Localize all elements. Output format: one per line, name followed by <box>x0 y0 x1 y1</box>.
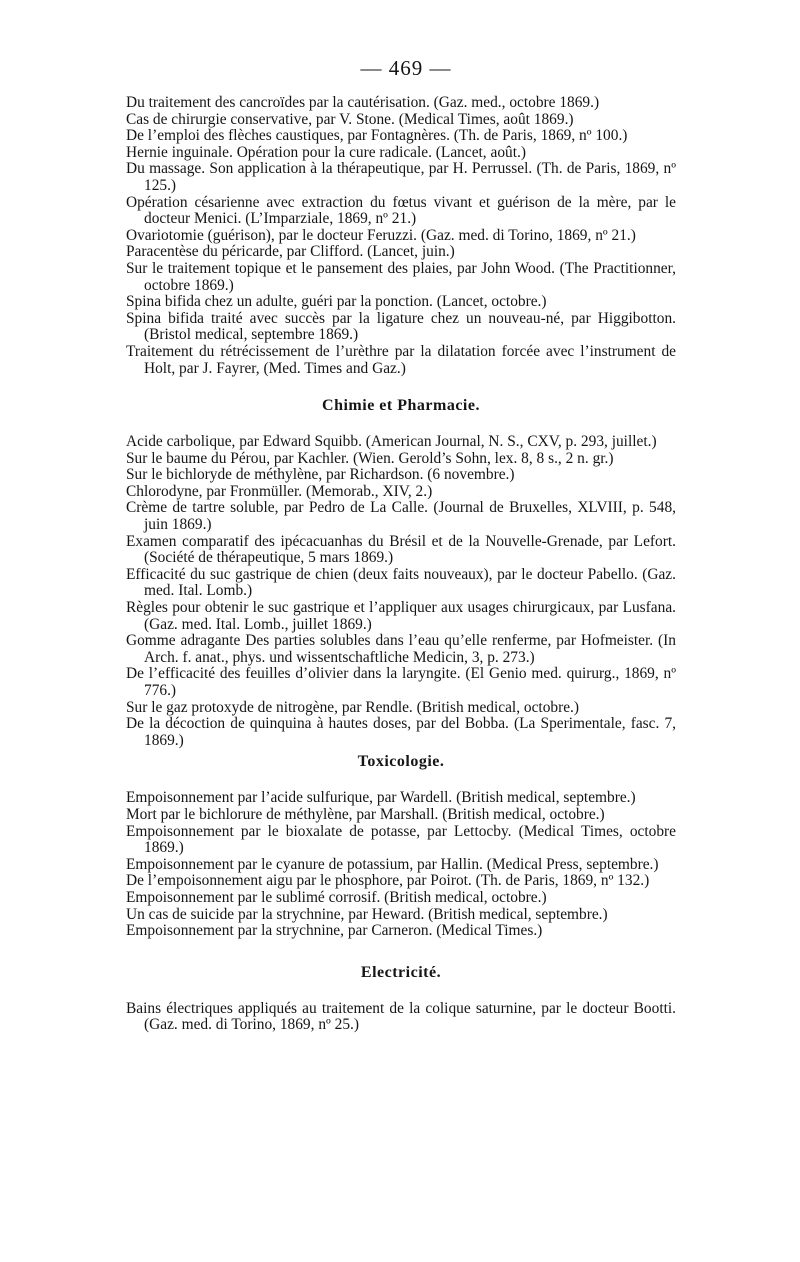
entry: Du traitement des cancroïdes par la cautérisation. (Gaz. med., octobre 1869.) <box>126 94 600 111</box>
entry: De la décoction de quinquina à hautes doses, par del Bobba. (La Sperimentale, fasc. 7, 1869.) <box>126 715 676 749</box>
entry: Paracentèse du péricarde, par Clifford. (Lancet, juin.) <box>126 243 455 261</box>
entry: Sur le gaz protoxyde de nitrogène, par Rendle. (British medical, octobre.) <box>126 698 580 716</box>
entry: Crème de tartre soluble, par Pedro de La Calle. (Journal de Bruxelles, XLVIII, p. 548, juin 1869.) <box>126 499 676 534</box>
entry: Un cas de suicide par la strychnine, par Heward. (British medical, septembre.) <box>126 905 608 923</box>
entry: Ovariotomie (guérison), par le docteur Feruzzi. (Gaz. med. di Torino, 1869, nº 21.) <box>126 226 636 244</box>
section-electricite <box>126 1001 676 1034</box>
entry: Examen comparatif des ipécacuanhas du Brésil et de la Nouvelle-Grenade, par Lefort. (Société de thérapeutique, 5 mars 1869.) <box>126 532 676 567</box>
section-heading-chimie: Chimie et Pharmacie. <box>322 397 480 415</box>
entry: Empoisonnement par la strychnine, par Carneron. (Medical Times.) <box>126 922 543 940</box>
section-chirurgie <box>126 95 676 377</box>
entry: Empoisonnement par le sublimé corrosif. (British medical, octobre.) <box>126 888 547 906</box>
entry: Traitement du rétrécissement de l’urèthre par la dilatation forcée avec l’instrument de Holt, par J. Fayrer, (Med. Times and Gaz.) <box>126 342 676 377</box>
entry: Acide carbolique, par Edward Squibb. (American Journal, N. S., CXV, p. 293, juillet.) <box>126 433 657 451</box>
entry: Sur le traitement topique et le pansement des plaies, par John Wood. (The Practitionner, octobre 1869.) <box>126 259 676 294</box>
entry: Hernie inguinale. Opération pour la cure radicale. (Lancet, août.) <box>126 143 526 161</box>
entry: Sur le baume du Pérou, par Kachler. (Wien. Gerold’s Sohn, lex. 8, 8 s., 2 n. gr.) <box>126 449 614 467</box>
entry: De l’empoisonnement aigu par le phosphore, par Poirot. (Th. de Paris, 1869, nº 132.) <box>126 872 650 890</box>
entry: Bains électriques appliqués au traitement de la colique saturnine, par le docteur Bootti. (Gaz. med. di Torino, 1869, nº 25.) <box>126 999 676 1034</box>
entry: Gomme adragante Des parties solubles dans l’eau qu’elle renferme, par Hofmeister. (In Arch. f. anat., phys. und wissentschaftliche Medicin, 3, p. 273.) <box>126 632 676 666</box>
section-heading-toxicologie: Toxicologie. <box>357 753 445 771</box>
entry: Empoisonnement par l’acide sulfurique, par Wardell. (British medical, septembre.) <box>126 789 636 807</box>
entry: Mort par le bichlorure de méthylène, par Marshall. (British medical, octobre.) <box>126 805 605 823</box>
entry: Sur le bichloryde de méthylène, par Richardson. (6 novembre.) <box>126 466 515 484</box>
entry: Opération césarienne avec extraction du fœtus vivant et guérison de la mère, par le docteur Menici. (L’Imparziale, 1869, nº 21.) <box>126 193 676 228</box>
entry: De l’emploi des flèches caustiques, par Fontagnères. (Th. de Paris, 1869, nº 100.) <box>126 127 628 145</box>
entry: Règles pour obtenir le suc gastrique et l’appliquer aux usages chirurgicaux, par Lusfana. (Gaz. med. Ital. Lomb., juillet 1869.) <box>126 599 676 633</box>
page-number: — 469 — <box>360 56 452 80</box>
entry: Empoisonnement par le bioxalate de potasse, par Lettocby. (Medical Times, octobre 1869.) <box>126 822 676 857</box>
section-toxicologie <box>126 790 676 939</box>
section-chimie <box>126 434 676 749</box>
entry: Spina bifida traité avec succès par la ligature chez un nouveau-né, par Higgibotton. (Bristol medical, septembre 1869.) <box>126 309 676 344</box>
entry: Spina bifida chez un adulte, guéri par la ponction. (Lancet, octobre.) <box>126 293 547 311</box>
entry: Empoisonnement par le cyanure de potassium, par Hallin. (Medical Press, septembre.) <box>126 855 659 873</box>
entry: De l’efficacité des feuilles d’olivier dans la laryngite. (El Genio med. quirurg., 1869, nº 776.) <box>126 665 676 699</box>
page <box>126 56 676 1034</box>
entry: Cas de chirurgie conservative, par V. Stone. (Medical Times, août 1869.) <box>126 110 574 128</box>
entry: Chlorodyne, par Fronmüller. (Memorab., XIV, 2.) <box>126 482 433 500</box>
entry: Efficacité du suc gastrique de chien (deux faits nouveaux), par le docteur Pabello. (Gaz. med. Ital. Lomb.) <box>126 565 676 600</box>
entry: Du massage. Son application à la thérapeutique, par H. Perrussel. (Th. de Paris, 1869, nº 125.) <box>126 160 676 194</box>
section-heading-electricite: Electricité. <box>360 963 442 981</box>
